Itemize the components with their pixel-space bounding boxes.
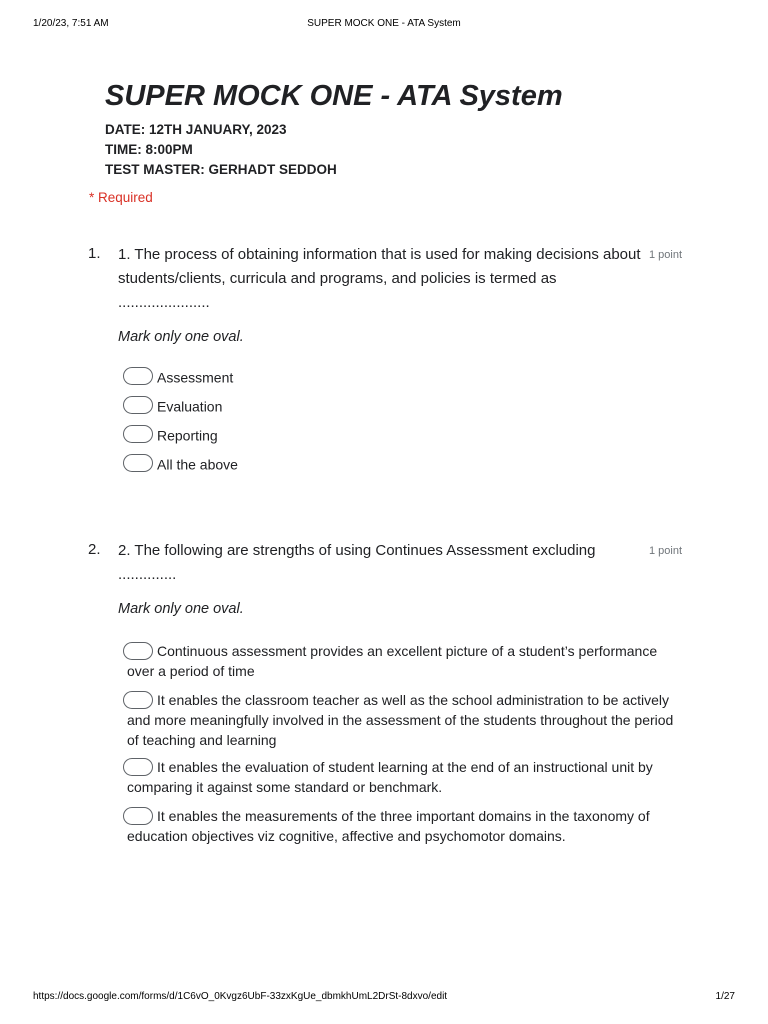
question-1-text: 1. The process of obtaining information that is used for making decisions about students/clients, curricula and programs, and policies is termed as ...................... (118, 246, 641, 311)
question-2-number: 2. (88, 541, 101, 558)
option-label: It enables the measurements of the three important domains in the taxonomy of education objectives viz cognitive, affective and psychomotor domains. (127, 808, 650, 845)
question-2-points: 1 point (649, 545, 683, 557)
print-url: https://docs.google.com/forms/d/1C6vO_0Kvgz6UbF-33zxKgUe_dbmkhUmL2DrSt-8dxvo/edit (33, 991, 448, 1002)
question-1-instruction: Mark only one oval. (118, 329, 244, 345)
print-header (33, 18, 735, 32)
question-1-option-reporting[interactable] (123, 426, 218, 446)
option-label: All the above (157, 456, 238, 473)
option-label: Reporting (157, 427, 218, 444)
form-time: TIME: 8:00PM (105, 142, 193, 157)
print-datetime: 1/20/23, 7:51 AM (33, 18, 109, 29)
question-1-number: 1. (88, 245, 101, 262)
question-2-instruction: Mark only one oval. (118, 601, 244, 617)
question-1-option-evaluation[interactable] (123, 397, 222, 417)
question-1-points: 1 point (649, 249, 683, 261)
option-label: Evaluation (157, 398, 223, 415)
question-1-option-all-above[interactable] (123, 455, 238, 475)
form-description (105, 120, 337, 180)
radio-oval[interactable] (123, 367, 153, 385)
radio-oval[interactable] (123, 396, 153, 414)
form-test-master: TEST MASTER: GERHADT SEDDOH (105, 162, 337, 177)
option-label: It enables the classroom teacher as well as the school administration to be actively and more meaningfully involved in the assessment of the students throughout the period of teaching and learning (127, 692, 674, 749)
print-page-number: 1/27 (715, 991, 735, 1002)
radio-oval[interactable] (123, 758, 153, 776)
question-2-option-3[interactable] (127, 757, 679, 797)
question-2-option-1[interactable] (127, 641, 679, 681)
question-2-option-2[interactable] (127, 690, 679, 750)
form-title: SUPER MOCK ONE - ATA System (105, 80, 563, 112)
radio-oval[interactable] (123, 691, 153, 709)
required-note: * Required (89, 190, 153, 205)
radio-oval[interactable] (123, 454, 153, 472)
option-label: Assessment (157, 369, 234, 386)
option-label: Continuous assessment provides an excellent picture of a student’s performance over a period of time (127, 643, 658, 680)
question-2-option-4[interactable] (127, 806, 679, 846)
radio-oval[interactable] (123, 807, 153, 825)
question-2-text: 2. The following are strengths of using Continues Assessment excluding .............. (118, 542, 596, 583)
radio-oval[interactable] (123, 425, 153, 443)
option-label: It enables the evaluation of student learning at the end of an instructional unit by comparing it against some standard or benchmark. (127, 759, 653, 796)
form-date: DATE: 12TH JANUARY, 2023 (105, 122, 287, 137)
radio-oval[interactable] (123, 642, 153, 660)
print-footer (33, 991, 735, 1005)
question-1-option-assessment[interactable] (123, 368, 233, 388)
print-doc-title: SUPER MOCK ONE - ATA System (307, 18, 461, 29)
